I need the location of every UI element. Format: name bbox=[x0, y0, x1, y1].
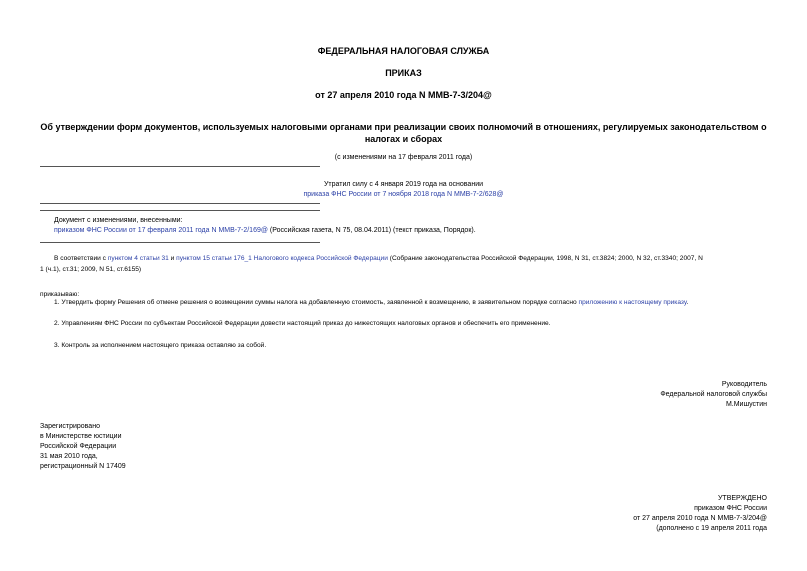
preamble-rest: (Собрание законодательства Российской Федерации, 1998, N 31, ст.3824; 2000, N 32, ст.3340; 2007, N bbox=[387, 255, 703, 262]
status-text: Утратил силу с 4 января 2019 года на основании bbox=[323, 181, 484, 188]
approval-block bbox=[633, 494, 767, 534]
order-word: приказываю: bbox=[40, 291, 80, 298]
order-item-1-text: 1. Утвердить форму Решения об отмене решения о возмещении суммы налога на добавленную стоимость, заявленной к возмещению, в заявительном порядке согласно bbox=[54, 299, 579, 306]
approval-line: (дополнено с 19 апреля 2011 года bbox=[656, 525, 767, 532]
amending-order-link[interactable]: приказом ФНС России от 17 февраля 2011 года N ММВ-7-2/169@ bbox=[54, 227, 268, 234]
order-item-1 bbox=[54, 298, 688, 308]
registration-line: в Министерстве юстиции bbox=[40, 433, 122, 440]
signature-agency: Федеральной налоговой службы bbox=[660, 391, 767, 398]
agency-name: ФЕДЕРАЛЬНАЯ НАЛОГОВАЯ СЛУЖБА bbox=[317, 46, 490, 56]
order-item-1-end: . bbox=[686, 299, 689, 306]
approval-line: приказом ФНС России bbox=[694, 505, 767, 512]
status-link-row bbox=[0, 190, 807, 200]
approval-line: от 27 апреля 2010 года N ММВ-7-3/204@ bbox=[633, 515, 767, 522]
signature-title: Руководитель bbox=[721, 381, 767, 388]
divider bbox=[40, 166, 320, 167]
document-type: ПРИКАЗ bbox=[385, 68, 422, 78]
registration-line: Российской Федерации bbox=[40, 443, 117, 450]
preamble-line-2: 1 (ч.1), ст.31; 2009, N 51, ст.6155) bbox=[40, 266, 142, 273]
preamble-and: и bbox=[168, 255, 177, 262]
changes-line bbox=[54, 226, 476, 236]
divider bbox=[40, 210, 320, 211]
changes-intro: Документ с изменениями, внесенными: bbox=[54, 217, 183, 224]
registration-date: 31 мая 2010 года, bbox=[40, 453, 98, 460]
document-date-number: от 27 апреля 2010 года N ММВ-7-3/204@ bbox=[315, 90, 492, 100]
approval-heading: УТВЕРЖДЕНО bbox=[717, 495, 767, 502]
signature-name: М.Мишустин bbox=[725, 401, 767, 408]
changes-source: (Российская газета, N 75, 08.04.2011) (текст приказа, Порядок). bbox=[267, 227, 476, 234]
tax-code-art31-link[interactable]: пунктом 4 статьи 31 bbox=[107, 255, 169, 262]
registration-line: Зарегистрировано bbox=[40, 423, 100, 430]
tax-code-art176-link[interactable]: пунктом 15 статьи 176_1 Налогового кодекса Российской Федерации bbox=[176, 255, 388, 262]
divider bbox=[40, 203, 320, 204]
registration-block bbox=[40, 422, 126, 472]
registration-number: регистрационный N 17409 bbox=[40, 463, 126, 470]
appendix-link[interactable]: приложению к настоящему приказу bbox=[578, 299, 687, 306]
preamble-line-1 bbox=[54, 254, 703, 264]
repeal-order-link[interactable]: приказа ФНС России от 7 ноября 2018 года N ММВ-7-2/628@ bbox=[303, 191, 504, 198]
order-item-3: 3. Контроль за исполнением настоящего приказа оставляю за собой. bbox=[54, 342, 267, 349]
preamble-prefix: В соответствии с bbox=[54, 255, 108, 262]
signature-block bbox=[660, 380, 767, 410]
document-title: Об утверждении форм документов, используемых налоговыми органами при реализации своих полномочий в отношениях, регулируемых законодательством о налогах и сборах bbox=[40, 122, 767, 144]
amendments-note: (с изменениями на 17 февраля 2011 года) bbox=[334, 154, 473, 161]
order-item-2: 2. Управлениям ФНС России по субъектам Российской Федерации довести настоящий приказ до нижестоящих налоговых органов и обеспечить его применение. bbox=[54, 320, 551, 327]
divider bbox=[40, 242, 320, 243]
